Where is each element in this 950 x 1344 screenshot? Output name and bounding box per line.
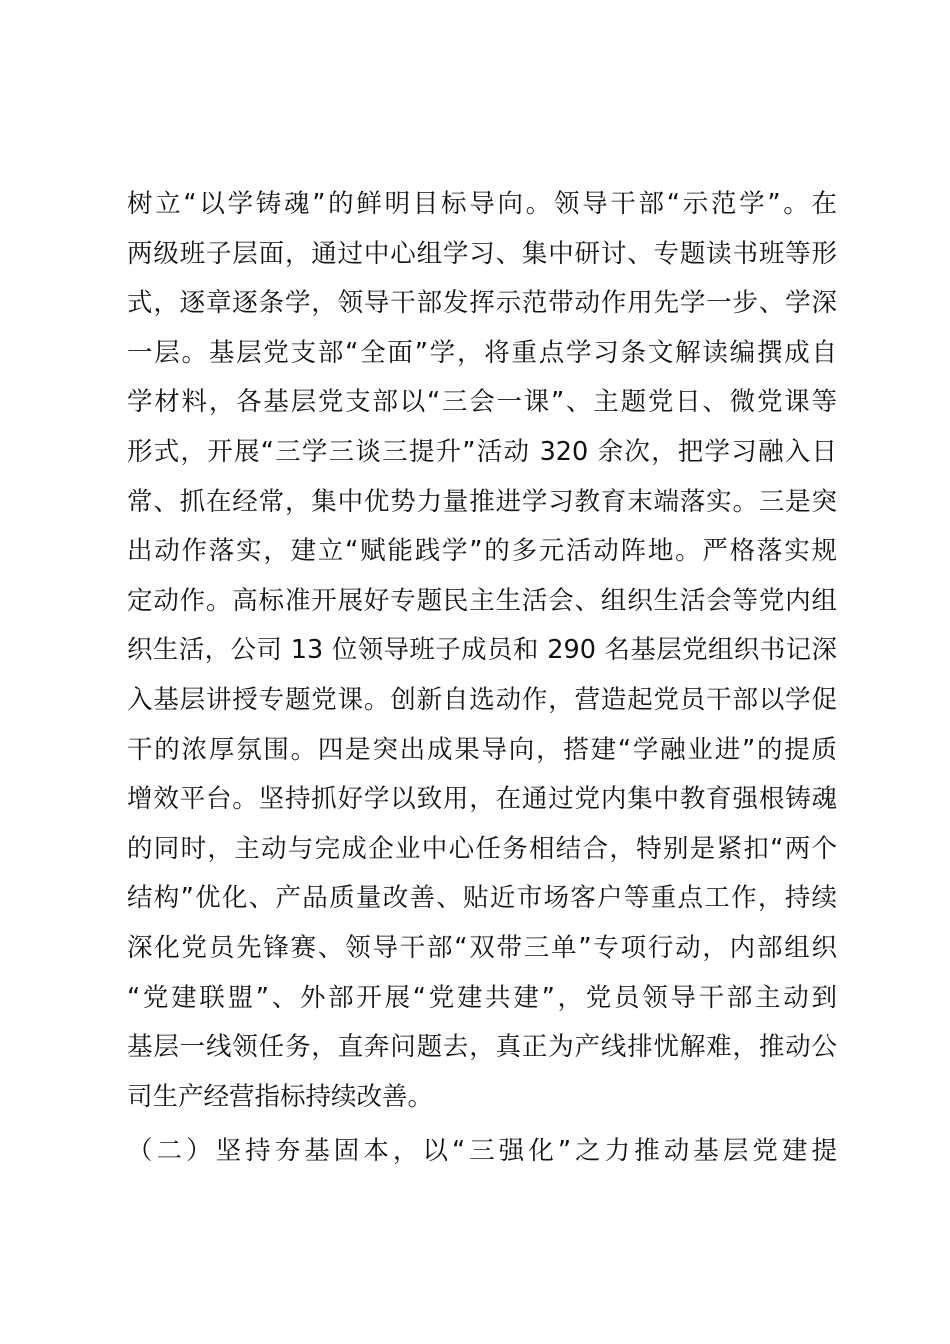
text-line: 织生活，公司 13 位领导班子成员和 290 名基层党组织书记深 xyxy=(127,635,837,666)
text-line: 常、抓在经常，集中优势力量推进学习教育末端落实。三是突 xyxy=(127,486,837,517)
section-heading: （二）坚持夯基固本，以“三强化”之力推动基层党建提 xyxy=(127,1136,837,1166)
text-line: 基层一线领任务，直奔问题去，真正为产线排忧解难，推动公 xyxy=(127,1032,837,1063)
text-line: 学材料，各基层党支部以“三会一课”、主题党日、微党课等 xyxy=(127,387,837,418)
text-line: 结构”优化、产品质量改善、贴近市场客户等重点工作，持续 xyxy=(127,883,837,914)
text-line: 形式，开展“三学三谈三提升”活动 320 余次，把学习融入日 xyxy=(127,436,837,467)
text-line: 的同时，主动与完成企业中心任务相结合，特别是紧扣“两个 xyxy=(127,833,837,864)
text-line: 入基层讲授专题党课。创新自选动作，营造起党员干部以学促 xyxy=(127,684,837,715)
text-line: 干的浓厚氛围。四是突出成果导向，搭建“学融业进”的提质 xyxy=(127,734,837,765)
text-line: 出动作落实，建立“赋能践学”的多元活动阵地。严格落实规 xyxy=(127,536,837,567)
body-paragraph xyxy=(127,180,837,1122)
text-line: 式，逐章逐条学，领导干部发挥示范带动作用先学一步、学深 xyxy=(127,288,837,319)
text-line: 增效平台。坚持抓好学以致用，在通过党内集中教育强根铸魂 xyxy=(127,784,837,815)
text-line: 树立“以学铸魂”的鲜明目标导向。领导干部“示范学”。在 xyxy=(127,189,837,219)
text-line: 定动作。高标准开展好专题民主生活会、组织生活会等党内组 xyxy=(127,585,837,616)
text-line: 一层。基层党支部“全面”学，将重点学习条文解读编撰成自 xyxy=(127,337,837,368)
text-line: 深化党员先锋赛、领导干部“双带三单”专项行动，内部组织 xyxy=(127,932,837,963)
text-line: “党建联盟”、外部开展“党建共建”，党员领导干部主动到 xyxy=(127,982,837,1013)
text-line: 两级班子层面，通过中心组学习、集中研讨、专题读书班等形 xyxy=(127,238,837,269)
text-line: 司生产经营指标持续改善。 xyxy=(127,1081,434,1112)
